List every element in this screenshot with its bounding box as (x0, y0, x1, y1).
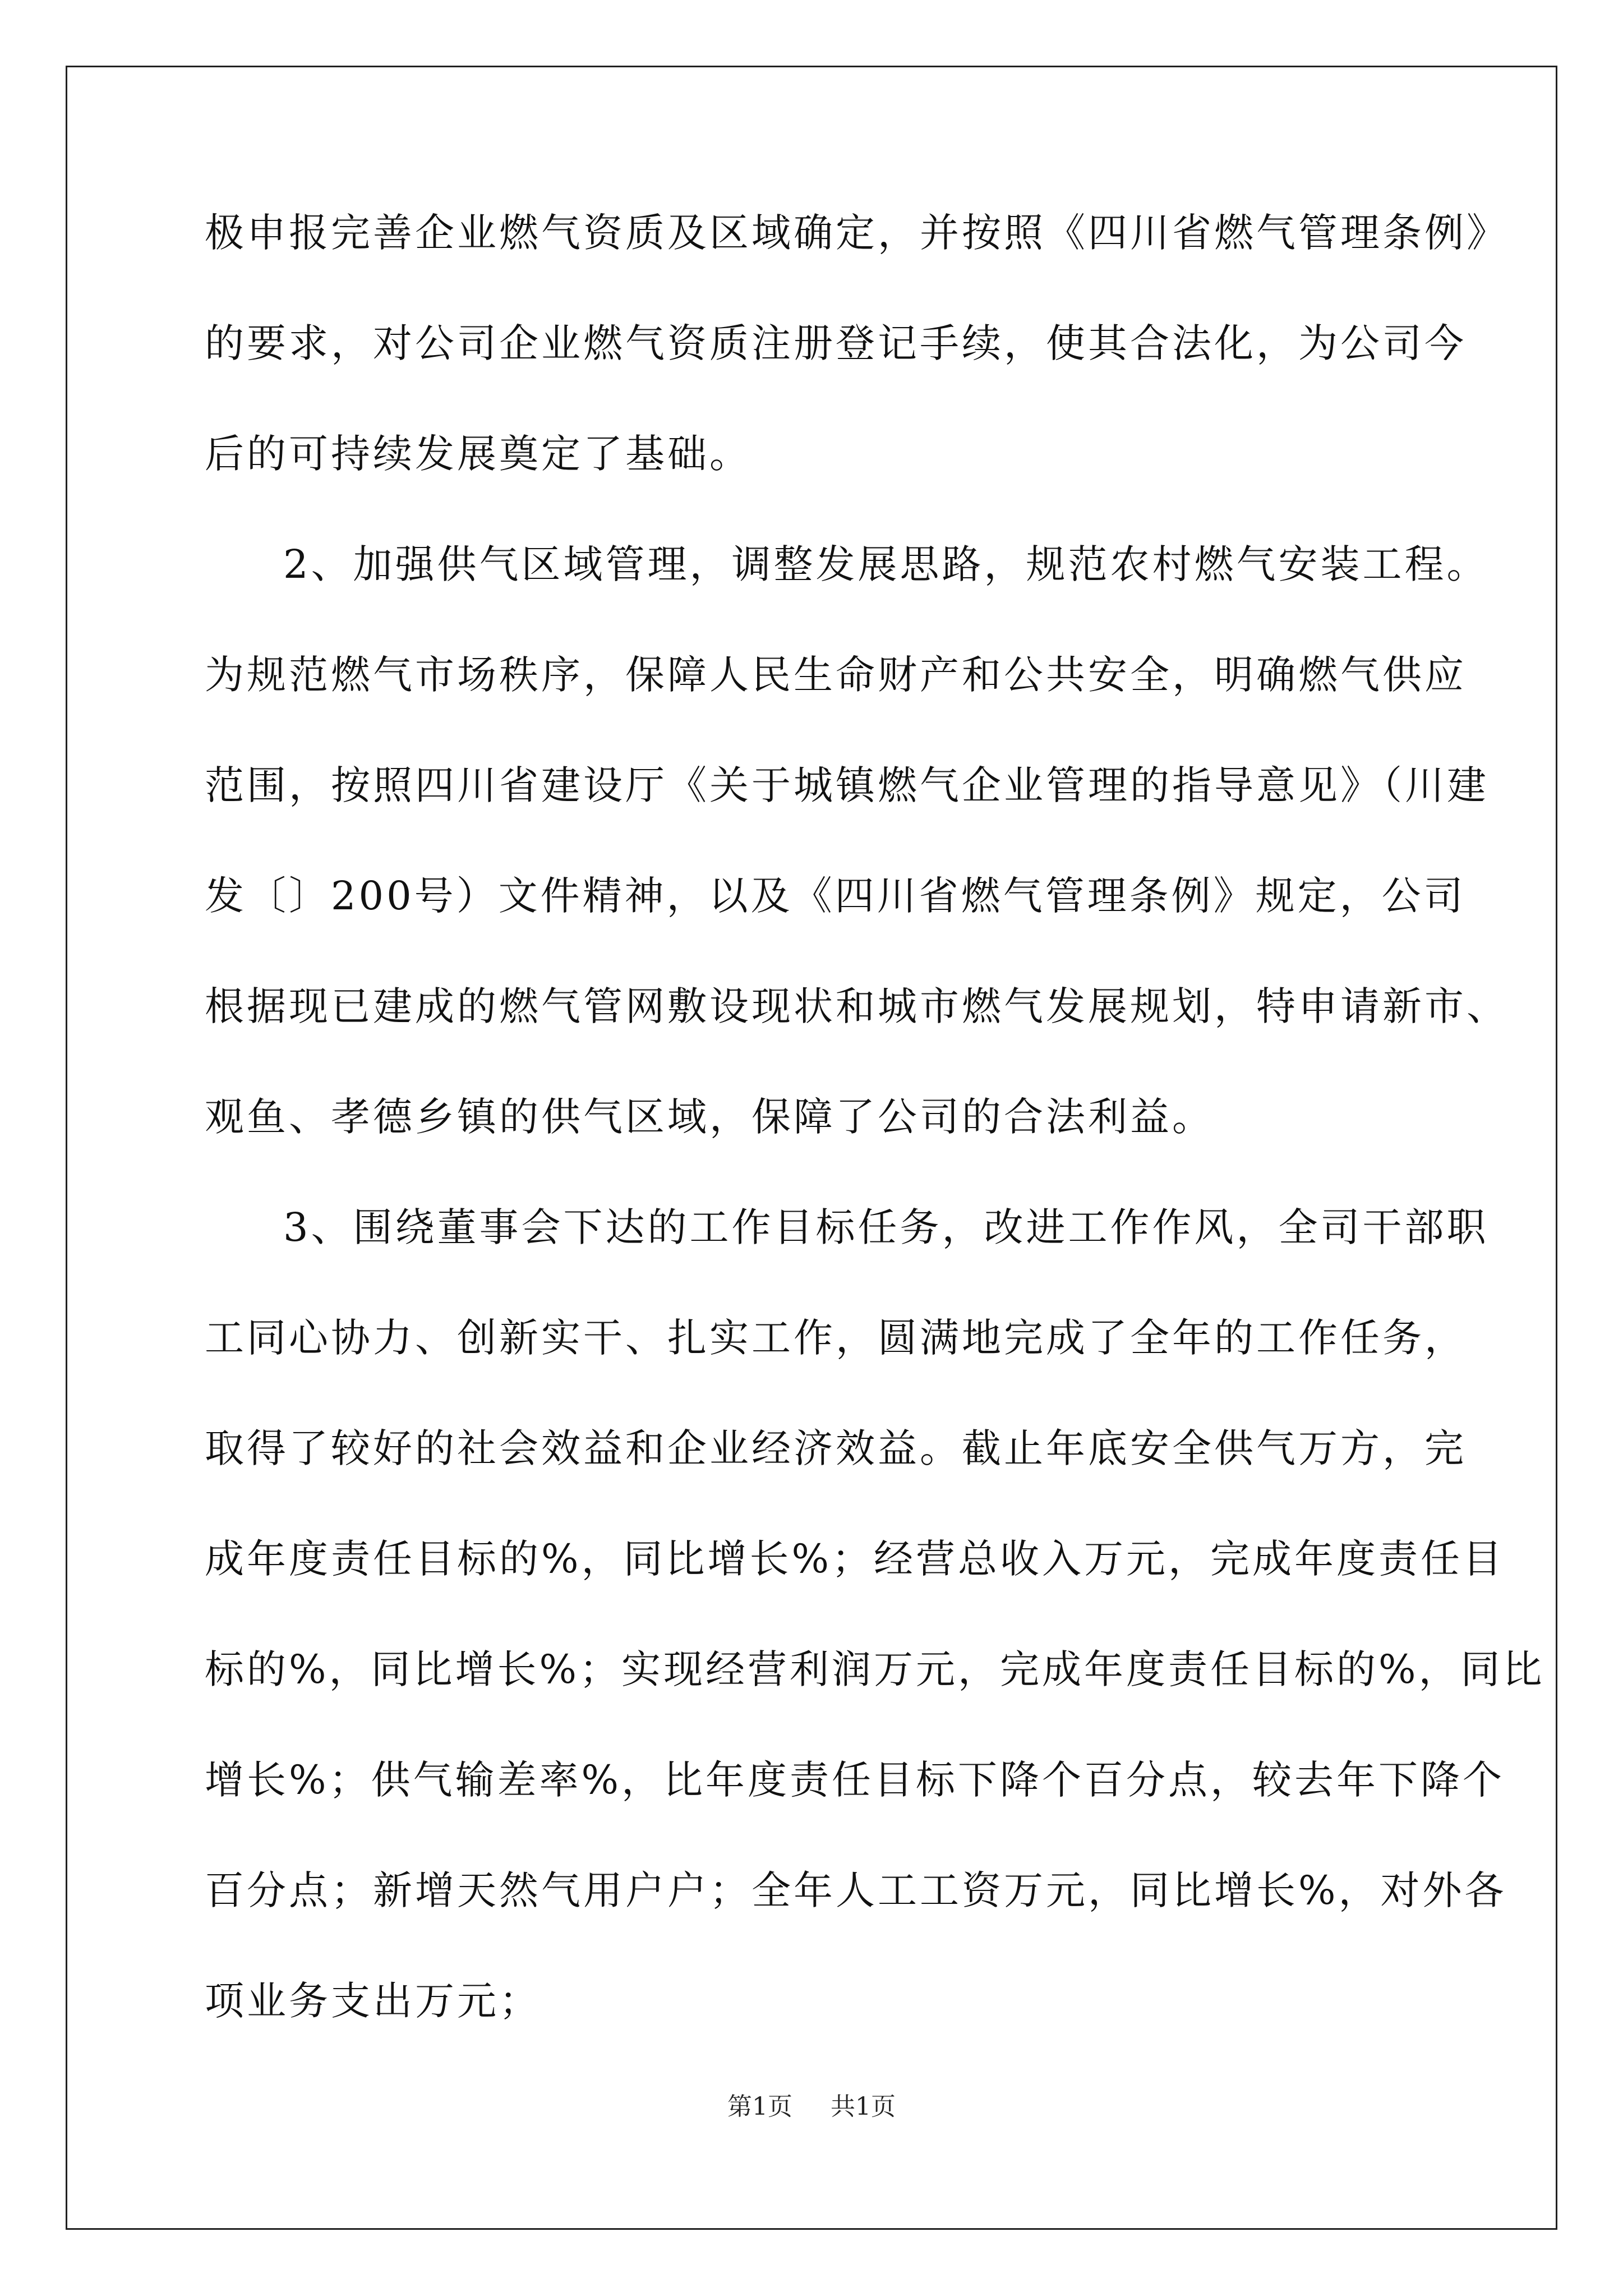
page-footer (0, 2091, 1623, 2123)
text-line: 观鱼、孝德乡镇的供气区域，保障了公司的合法利益。 (205, 1094, 1214, 1140)
text-line: 百分点；新增天然气用户户；全年人工工资万元，同比增长%，对外各 (205, 1867, 1507, 1913)
text-line: 项业务支出万元； (205, 1978, 541, 2024)
current-page-label: 第1页 (727, 2092, 792, 2121)
text-line: 发〔〕200号）文件精神，以及《四川省燃气管理条例》规定，公司 (205, 873, 1466, 919)
text-line: 范围，按照四川省建设厅《关于城镇燃气企业管理的指导意见》（川建 (205, 762, 1489, 808)
paragraph-3 (205, 1204, 1545, 2089)
total-pages-label: 共1页 (831, 2092, 896, 2121)
text-line: 为规范燃气市场秩序，保障人民生命财产和公共安全，明确燃气供应 (205, 652, 1467, 698)
text-line: 2、加强供气区域管理，调整发展思路，规范农村燃气安装工程。 (283, 541, 1489, 587)
paragraph-2 (205, 541, 1509, 1205)
text-line: 的要求，对公司企业燃气资质注册登记手续，使其合法化，为公司今 (205, 320, 1467, 366)
text-line: 3、围绕董事会下达的工作目标任务，改进工作作风，全司干部职 (283, 1204, 1489, 1250)
text-line: 成年度责任目标的%，同比增长%；经营总收入万元，完成年度责任目 (205, 1536, 1505, 1582)
text-line: 极申报完善企业燃气资质及区域确定，并按照《四川省燃气管理条例》 (205, 210, 1509, 256)
text-line: 标的%，同比增长%；实现经营利润万元，完成年度责任目标的%，同比 (205, 1646, 1545, 1692)
text-line: 后的可持续发展奠定了基础。 (205, 431, 751, 477)
text-line: 根据现已建成的燃气管网敷设现状和城市燃气发展规划，特申请新市、 (205, 983, 1509, 1029)
text-line: 工同心协力、创新实干、扎实工作，圆满地完成了全年的工作任务， (205, 1315, 1467, 1361)
document-body (205, 210, 1545, 2089)
text-line: 取得了较好的社会效益和企业经济效益。截止年底安全供气万方，完 (205, 1425, 1467, 1471)
text-line: 增长%；供气输差率%，比年度责任目标下降个百分点，较去年下降个 (205, 1757, 1505, 1803)
paragraph-1 (205, 210, 1509, 542)
